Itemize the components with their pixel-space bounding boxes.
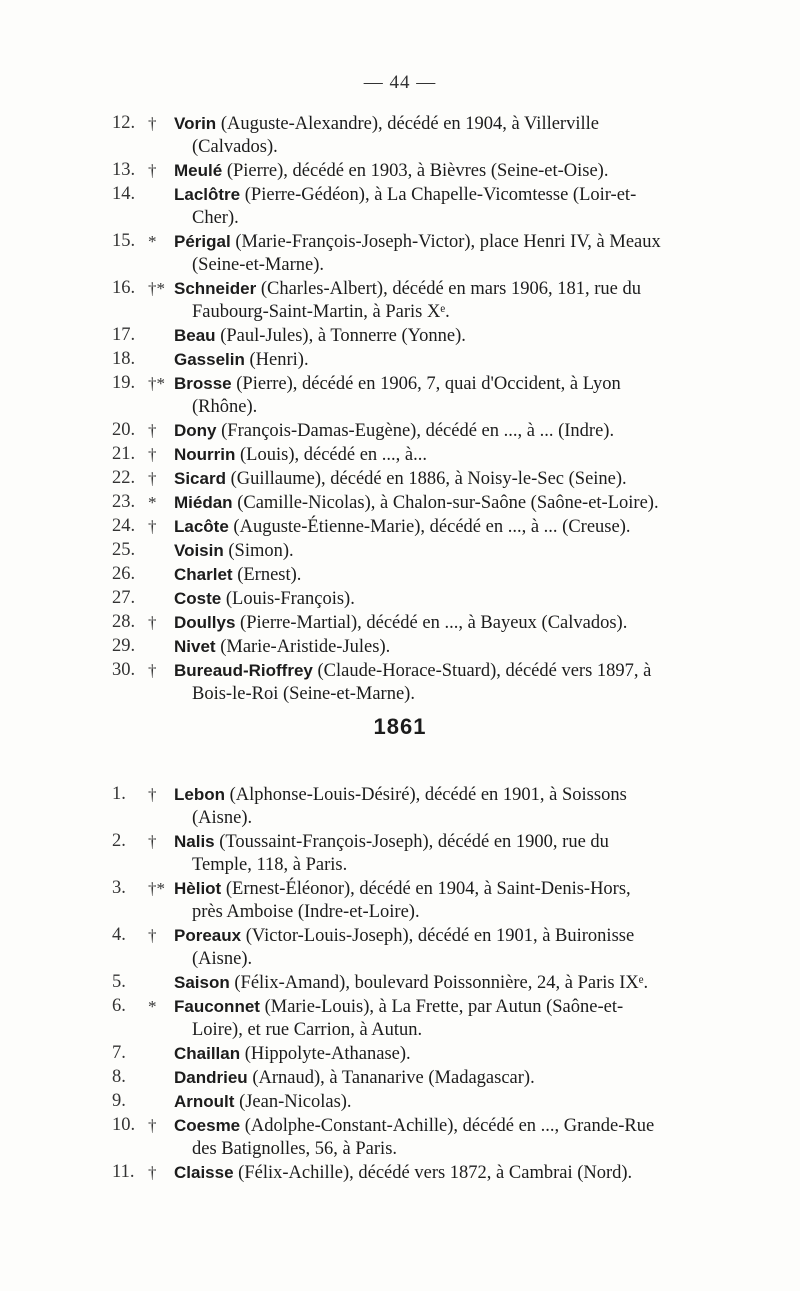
entry-continuation: (Calvados). [192, 137, 278, 157]
entry-name: Lacôte [174, 517, 229, 536]
entry-mark: † [148, 517, 157, 536]
entry-mark: †* [148, 279, 165, 298]
entry-name: Fauconnet [174, 997, 260, 1016]
entry-number: 29. [112, 636, 136, 656]
entry-text [174, 635, 712, 659]
list-item [112, 372, 712, 419]
entry-details: (Félix-Amand), boulevard Poissonnière, 24, à Paris IXᵉ. [229, 973, 649, 993]
entry-number: 22. [112, 468, 136, 488]
entry-name: Chaillan [174, 1044, 241, 1063]
entry-text [174, 783, 712, 830]
entry-mark: † [148, 1163, 157, 1182]
entry-list-1861 [112, 783, 712, 1185]
entry-details: (Arnaud), à Tananarive (Madagascar). [247, 1068, 535, 1088]
entry-number: 14. [112, 184, 136, 204]
entry-mark: † [148, 469, 157, 488]
entry-text [174, 563, 712, 587]
list-item [112, 1090, 712, 1114]
entry-name: Doullys [174, 613, 236, 632]
entry-number: 3. [112, 878, 126, 898]
entry-number: 6. [112, 996, 126, 1016]
entry-continuation: Cher). [192, 208, 239, 228]
entry-text [174, 515, 712, 539]
entry-number: 2. [112, 831, 126, 851]
entry-name: Dony [174, 421, 217, 440]
entry-details: (Claude-Horace-Stuard), décédé vers 1897, à [312, 661, 652, 681]
list-item [112, 419, 712, 443]
entry-details: (Pierre-Gédéon), à La Chapelle-Vicomtesse (Loir-et- [240, 185, 637, 205]
list-item [112, 491, 712, 515]
list-item [112, 995, 712, 1042]
entry-details: (Adolphe-Constant-Achille), décédé en ..., Grande-Rue [240, 1116, 655, 1136]
entry-text [174, 587, 712, 611]
entry-name: Miédan [174, 493, 233, 512]
list-item [112, 830, 712, 877]
entry-name: Sicard [174, 469, 226, 488]
entry-name: Vorin [174, 114, 217, 133]
entry-details: (Ernest-Éléonor), décédé en 1904, à Saint-Denis-Hors, [221, 879, 631, 899]
entry-name: Dandrieu [174, 1068, 248, 1087]
entry-number: 4. [112, 925, 126, 945]
entry-number: 15. [112, 231, 136, 251]
entry-text [174, 348, 712, 372]
list-item [112, 277, 712, 324]
list-item [112, 971, 712, 995]
entry-details: (Marie-Louis), à La Frette, par Autun (Saône-et- [259, 997, 624, 1017]
entry-mark: † [148, 1116, 157, 1135]
list-item [112, 230, 712, 277]
entry-details: (Marie-François-Joseph-Victor), place Henri IV, à Meaux [230, 232, 661, 252]
entry-number: 21. [112, 444, 136, 464]
entry-mark: * [148, 997, 157, 1016]
entry-continuation: près Amboise (Indre-et-Loire). [192, 902, 420, 922]
list-item [112, 348, 712, 372]
list-item [112, 159, 712, 183]
list-item [112, 635, 712, 659]
entry-continuation: (Aisne). [192, 808, 253, 828]
entry-name: Claisse [174, 1163, 234, 1182]
entry-text [174, 159, 712, 183]
entry-text [174, 491, 712, 515]
entry-continuation: (Rhône). [192, 397, 258, 417]
entry-text [174, 539, 712, 563]
entry-mark: † [148, 785, 157, 804]
entry-text [174, 1042, 712, 1066]
entry-number: 11. [112, 1162, 135, 1182]
entry-name: Schneider [174, 279, 257, 298]
entry-text [174, 611, 712, 635]
entry-number: 8. [112, 1067, 126, 1087]
entry-text [174, 183, 712, 230]
entry-number: 28. [112, 612, 136, 632]
list-item [112, 587, 712, 611]
entry-mark: † [148, 445, 157, 464]
entry-number: 23. [112, 492, 136, 512]
year-heading: 1861 [373, 714, 427, 739]
page-number: — 44 — [363, 72, 437, 93]
entry-details: (Pierre), décédé en 1903, à Bièvres (Seine-et-Oise). [222, 161, 609, 181]
entry-name: Brosse [174, 374, 232, 393]
entry-number: 1. [112, 784, 126, 804]
list-item [112, 924, 712, 971]
list-item [112, 467, 712, 491]
entry-continuation: (Seine-et-Marne). [192, 255, 325, 275]
entry-text [174, 1090, 712, 1114]
entry-text [174, 419, 712, 443]
entry-details: (Toussaint-François-Joseph), décédé en 1900, rue du [214, 832, 609, 852]
entry-details: (Camille-Nicolas), à Chalon-sur-Saône (Saône-et-Loire). [232, 493, 659, 513]
entry-name: Gasselin [174, 350, 245, 369]
entry-number: 25. [112, 540, 136, 560]
entry-number: 17. [112, 325, 136, 345]
entry-text [174, 995, 712, 1042]
entry-mark: †* [148, 879, 165, 898]
list-item [112, 563, 712, 587]
entry-details: (Hippolyte-Athanase). [240, 1044, 411, 1064]
entry-name: Nourrin [174, 445, 236, 464]
entry-name: Périgal [174, 232, 231, 251]
entry-text [174, 372, 712, 419]
list-item [112, 1161, 712, 1185]
entry-details: (Pierre), décédé en 1906, 7, quai d'Occident, à Lyon [231, 374, 621, 394]
entry-continuation: Faubourg-Saint-Martin, à Paris Xᵉ. [192, 302, 450, 322]
list-item [112, 443, 712, 467]
entry-text [174, 324, 712, 348]
entry-text [174, 1066, 712, 1090]
entry-continuation: Loire), et rue Carrion, à Autun. [192, 1020, 423, 1040]
entry-details: (Paul-Jules), à Tonnerre (Yonne). [215, 326, 466, 346]
entry-details: (Charles-Albert), décédé en mars 1906, 181, rue du [256, 279, 641, 299]
entry-mark: †* [148, 374, 165, 393]
entry-details: (Pierre-Martial), décédé en ..., à Bayeux (Calvados). [235, 613, 628, 633]
entry-number: 16. [112, 278, 136, 298]
entry-details: (Louis-François). [221, 589, 355, 609]
list-item [112, 877, 712, 924]
entry-number: 24. [112, 516, 136, 536]
entry-details: (Marie-Aristide-Jules). [215, 637, 391, 657]
list-item [112, 1114, 712, 1161]
entry-text [174, 971, 712, 995]
entry-name: Beau [174, 326, 216, 345]
entry-mark: † [148, 661, 157, 680]
entry-name: Poreaux [174, 926, 242, 945]
entry-text [174, 830, 712, 877]
entry-text [174, 112, 712, 159]
entry-details: (Guillaume), décédé en 1886, à Noisy-le-Sec (Seine). [225, 469, 627, 489]
list-item [112, 783, 712, 830]
entry-continuation: (Aisne). [192, 949, 253, 969]
entry-name: Saison [174, 973, 230, 992]
list-item [112, 1042, 712, 1066]
list-item [112, 611, 712, 635]
list-item [112, 539, 712, 563]
entry-mark: † [148, 613, 157, 632]
entry-number: 13. [112, 160, 136, 180]
list-item [112, 112, 712, 159]
entry-details: (Ernest). [232, 565, 302, 585]
entry-mark: † [148, 832, 157, 851]
list-item [112, 324, 712, 348]
entry-text [174, 1114, 712, 1161]
list-item [112, 1066, 712, 1090]
entry-text [174, 443, 712, 467]
entry-number: 7. [112, 1043, 126, 1063]
entry-name: Charlet [174, 565, 233, 584]
entry-text [174, 467, 712, 491]
entry-text [174, 659, 712, 706]
entry-number: 26. [112, 564, 136, 584]
entry-continuation: Bois-le-Roi (Seine-et-Marne). [192, 684, 415, 704]
entry-mark: † [148, 421, 157, 440]
entry-details: (Jean-Nicolas). [234, 1092, 352, 1112]
entry-number: 27. [112, 588, 136, 608]
entry-name: Arnoult [174, 1092, 235, 1111]
entry-continuation: Temple, 118, à Paris. [192, 855, 348, 875]
entry-details: (Alphonse-Louis-Désiré), décédé en 1901, à Soissons [225, 785, 627, 805]
entry-name: Hèliot [174, 879, 222, 898]
entry-name: Coesme [174, 1116, 241, 1135]
entry-mark: * [148, 232, 157, 251]
entry-name: Meulé [174, 161, 223, 180]
entry-list-1860 [112, 112, 712, 706]
entry-number: 19. [112, 373, 136, 393]
entry-continuation: des Batignolles, 56, à Paris. [192, 1139, 398, 1159]
entry-details: (Louis), décédé en ..., à... [235, 445, 427, 465]
entry-name: Lebon [174, 785, 225, 804]
entry-text [174, 924, 712, 971]
entry-mark: † [148, 114, 157, 133]
list-item [112, 515, 712, 539]
entry-mark: † [148, 926, 157, 945]
entry-number: 20. [112, 420, 136, 440]
entry-number: 12. [112, 113, 136, 133]
entry-name: Coste [174, 589, 222, 608]
entry-text [174, 1161, 712, 1185]
entry-name: Nivet [174, 637, 216, 656]
entry-details: (Simon). [223, 541, 294, 561]
entry-text [174, 230, 712, 277]
entry-details: (Auguste-Alexandre), décédé en 1904, à Villerville [216, 114, 599, 134]
entry-name: Laclôtre [174, 185, 241, 204]
entry-name: Bureaud-Rioffrey [174, 661, 313, 680]
entry-details: (François-Damas-Eugène), décédé en ..., à ... (Indre). [216, 421, 615, 441]
entry-number: 10. [112, 1115, 136, 1135]
list-item [112, 183, 712, 230]
entry-number: 5. [112, 972, 126, 992]
entry-mark: * [148, 493, 157, 512]
entry-mark: † [148, 161, 157, 180]
entry-number: 9. [112, 1091, 126, 1111]
entry-details: (Henri). [244, 350, 309, 370]
entry-details: (Félix-Achille), décédé vers 1872, à Cambrai (Nord). [233, 1163, 633, 1183]
entry-number: 18. [112, 349, 136, 369]
list-item [112, 659, 712, 706]
entry-details: (Victor-Louis-Joseph), décédé en 1901, à Buironisse [241, 926, 635, 946]
entry-text [174, 277, 712, 324]
entry-name: Voisin [174, 541, 224, 560]
entry-details: (Auguste-Étienne-Marie), décédé en ..., à ... (Creuse). [228, 517, 631, 537]
entry-number: 30. [112, 660, 136, 680]
entry-name: Nalis [174, 832, 215, 851]
entry-text [174, 877, 712, 924]
